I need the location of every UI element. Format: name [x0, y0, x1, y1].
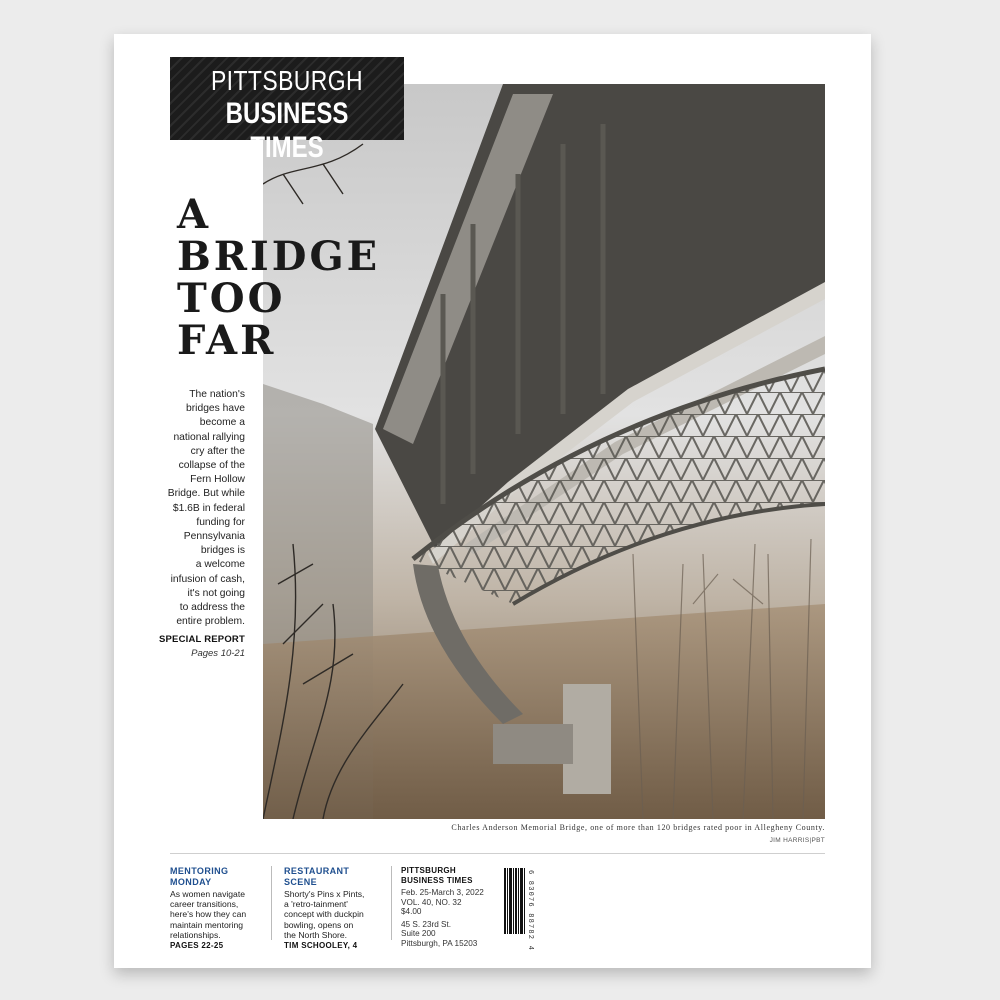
- body-line: career transitions,: [170, 899, 239, 910]
- teaser-byline: TIM SCHOOLEY, 4: [284, 941, 358, 951]
- issue-price: $4.00: [401, 907, 422, 917]
- footer-divider: [170, 853, 825, 854]
- headline-line: TOO: [177, 275, 286, 322]
- kicker-line: MONDAY: [170, 876, 212, 887]
- kicker-line: MENTORING: [170, 866, 229, 876]
- headline-line: FAR: [177, 317, 277, 364]
- deck-line: national rallying: [173, 431, 245, 443]
- body-line: Shorty's Pins x Pints,: [284, 889, 365, 899]
- masthead-line2: BUSINESS TIMES: [225, 97, 349, 164]
- body-line: the North Shore.: [284, 929, 348, 940]
- teaser-kicker: [284, 866, 384, 887]
- footer-separator: [391, 866, 392, 940]
- teaser-pages: PAGES 22-25: [170, 941, 224, 951]
- special-report-pages: Pages 10-21: [191, 648, 245, 659]
- cover-deck: [166, 388, 245, 629]
- deck-line: become a: [199, 417, 245, 429]
- body-line: a 'retro-tainment': [284, 899, 348, 910]
- deck-line: The nation's: [189, 389, 245, 400]
- name-line: PITTSBURGH: [401, 866, 456, 875]
- issue-volume: VOL. 40, NO. 32: [401, 897, 462, 907]
- magazine-cover: [114, 34, 871, 968]
- deck-line: Fern Hollow: [190, 474, 245, 486]
- photo-credit: JIM HARRIS|PBT: [769, 837, 825, 844]
- address-line: Pittsburgh, PA 15203: [401, 938, 478, 948]
- special-report-title: SPECIAL REPORT: [158, 634, 245, 645]
- body-line: here's how they can: [170, 909, 247, 920]
- issue-date: Feb. 25-March 3, 2022: [401, 888, 484, 897]
- body-line: As women navigate: [170, 889, 245, 899]
- masthead-line1: PITTSBURGH: [210, 65, 364, 96]
- cover-headline: [177, 191, 381, 364]
- deck-line: $1.6B in federal: [172, 502, 245, 514]
- kicker-line: SCENE: [284, 876, 318, 887]
- issue-info: [401, 866, 491, 949]
- deck-line: Bridge. But while: [167, 488, 245, 500]
- deck-line: to address the: [179, 602, 245, 614]
- teaser-body: [170, 889, 262, 940]
- address-line: 45 S. 23rd St.: [401, 919, 452, 929]
- barcode-number: 6 83076 88782 4: [526, 870, 534, 952]
- deck-line: it's not going: [187, 587, 245, 599]
- headline-line: BRIDGE: [177, 233, 381, 280]
- address-line: Suite 200: [401, 929, 436, 939]
- teaser-kicker: [170, 866, 262, 887]
- body-line: relationships.: [170, 929, 221, 940]
- kicker-line: RESTAURANT: [284, 866, 350, 876]
- body-line: concept with duckpin: [284, 909, 364, 920]
- headline-line: A: [177, 191, 212, 238]
- masthead-logo: [170, 57, 404, 164]
- deck-line: Pennsylvania: [183, 531, 245, 543]
- teaser-restaurant-scene[interactable]: [284, 866, 384, 950]
- deck-line: bridges is: [200, 545, 245, 557]
- deck-line: a welcome: [195, 559, 245, 571]
- teaser-mentoring-monday[interactable]: [170, 866, 262, 950]
- name-line: BUSINESS TIMES: [401, 875, 473, 885]
- deck-line: entire problem.: [176, 616, 245, 628]
- deck-line: infusion of cash,: [170, 573, 245, 585]
- body-line: bowling, opens on: [284, 919, 354, 930]
- deck-line: funding for: [196, 516, 245, 528]
- deck-line: collapse of the: [178, 460, 245, 472]
- teaser-body: [284, 889, 384, 940]
- deck-line: bridges have: [186, 403, 245, 415]
- footer-separator: [271, 866, 272, 940]
- issue-publication-name: [401, 866, 491, 885]
- deck-line: cry after the: [190, 445, 245, 457]
- body-line: maintain mentoring: [170, 919, 244, 930]
- photo-caption: Charles Anderson Memorial Bridge, one of more than 120 bridges rated poor in Allegheny County.: [451, 823, 825, 832]
- special-report-block[interactable]: [154, 634, 245, 659]
